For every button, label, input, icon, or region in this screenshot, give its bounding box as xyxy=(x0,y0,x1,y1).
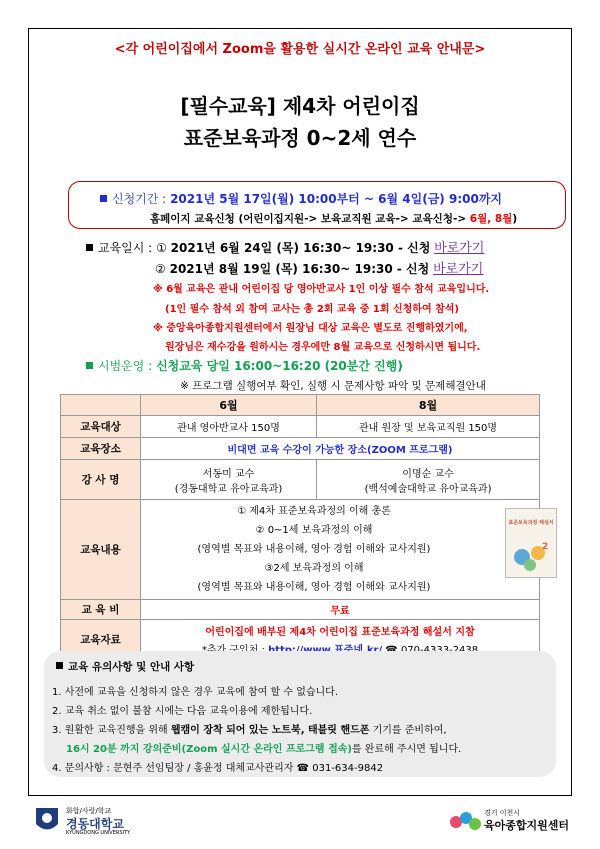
session2-text: 2021년 8월 19일 (목) 16:30~ 19:30 - 신청 xyxy=(169,262,430,276)
place-value: 비대면 교육 수강이 가능한 장소(ZOOM 프로그램) xyxy=(141,438,540,460)
guidebook-illustration-icon xyxy=(506,535,556,575)
row-label-material: 교육자료 xyxy=(61,620,141,660)
university-shield-icon xyxy=(34,806,60,836)
page-title-line2: 표준보육과정 0~2세 연수 xyxy=(183,126,417,150)
notice-item-3 xyxy=(52,721,447,736)
table-row xyxy=(61,460,540,500)
notice-item-4 xyxy=(52,759,383,774)
lecturer-june-org: (경동대학교 유아교육과) xyxy=(174,483,283,495)
logo-right-name: 육아종합지원센터 xyxy=(484,819,570,832)
table-row xyxy=(61,416,540,438)
notice-item-4-text: 4. 문의사항 : 문현주 선임팀장 / 홍윤정 대체교사관리자 xyxy=(52,763,294,774)
table-corner xyxy=(61,395,141,416)
content-line-4: ③2세 보육과정의 이해 xyxy=(264,563,364,574)
schedule-note-1: ※ 6월 교육은 관내 어린이집 당 영아반교사 1인 이상 필수 참석 교육입니다. xyxy=(153,284,490,295)
lecturer-june xyxy=(141,460,317,500)
schedule-note-2: (1인 필수 참석 외 참여 교사는 총 2회 교육 중 1회 신청하여 참석) xyxy=(165,304,459,315)
lecturer-aug xyxy=(317,460,540,500)
notice-heading: 교육 유의사항 및 안내 사항 xyxy=(68,661,195,673)
material-value: 어린이집에 배부된 제4차 어린이집 표준보육과정 해설서 지참 xyxy=(205,627,475,638)
content-line-1: ① 제4차 표준보육과정의 이해 총론 xyxy=(237,506,391,517)
row-label-place: 교육장소 xyxy=(61,438,141,460)
notice-heading-row xyxy=(56,659,194,674)
lecturer-aug-org: (백석예술대학교 유아교육과) xyxy=(364,483,492,495)
notice-item-3-cont xyxy=(66,740,461,755)
trial-text: 신청교육 당일 16:00~16:20 (20분간 진행) xyxy=(156,359,403,373)
row-label-target: 교육대상 xyxy=(61,416,141,438)
notice-item-3-devices: 웹캠이 장착 되어 있는 노트북, 태블릿 핸드폰 xyxy=(170,725,370,736)
schedule-note-3: ※ 중앙육아종합지원센터에서 원장님 대상 교육은 별도로 진행하였기에, xyxy=(153,323,468,334)
guidebook-title: 표준보육과정 해설서 xyxy=(508,520,554,526)
schedule-row-2 xyxy=(155,258,483,277)
session2-number: ② xyxy=(155,262,166,276)
schedule-row-1 xyxy=(86,237,484,256)
lecturer-aug-name: 이명순 교수 xyxy=(402,468,454,480)
notice-item-3-e: 를 완료해 주시면 됩니다. xyxy=(351,744,462,755)
application-period-row xyxy=(100,190,502,207)
bullet-square-icon xyxy=(86,244,93,251)
logo-left-eng: KYUNGDONG UNIVERSITY xyxy=(66,830,131,836)
info-table xyxy=(60,394,554,660)
application-period: 2021년 5월 17일(월) 10:00부터 ~ 6월 4일(금) 9:00까지 xyxy=(170,192,503,206)
childcare-center-mark-icon xyxy=(448,806,482,834)
session2-link[interactable]: 바로가기 xyxy=(433,262,484,277)
notice-item-3-c: 기기를 준비하여, xyxy=(369,725,447,736)
session1-text: 2021년 6월 24일 (목) 16:30~ 19:30 - 신청 xyxy=(170,241,431,255)
table-header-aug: 8월 xyxy=(317,395,540,416)
target-june: 관내 영아반교사 150명 xyxy=(141,416,317,438)
session1-number: ① xyxy=(156,241,167,255)
bullet-square-icon xyxy=(56,662,63,669)
table-row xyxy=(61,500,540,600)
table-header-row xyxy=(61,395,540,416)
application-method-months: 6월, 8월 xyxy=(469,213,513,225)
schedule-label: 교육일시 : xyxy=(98,241,153,255)
trial-label: 시범운영 : xyxy=(98,359,153,373)
table-row xyxy=(61,438,540,460)
content-line-3: (영역별 목표와 내용이해, 영아 경험 이해와 교사지원) xyxy=(197,544,431,555)
trial-note: ※ 프로그램 실행여부 확인, 실행 시 문제사항 파악 및 문제해결안내 xyxy=(180,380,486,392)
bullet-square-icon xyxy=(86,362,93,369)
row-label-content: 교육내용 xyxy=(61,500,141,600)
phone-icon: ☎ xyxy=(296,763,310,774)
trial-row xyxy=(86,357,403,374)
guidebook-cover-image xyxy=(505,508,557,578)
target-aug: 관내 원장 및 보육교직원 150명 xyxy=(317,416,540,438)
svg-text:2: 2 xyxy=(542,542,549,552)
fee-value: 무료 xyxy=(141,600,540,620)
application-label: 신청기간 : xyxy=(112,192,167,206)
application-method-close: ) xyxy=(512,213,518,225)
bullet-square-icon xyxy=(100,195,107,202)
content-line-5: (영역별 목표와 내용이해, 영아 경험 이해와 교사지원) xyxy=(197,582,431,593)
content-list xyxy=(144,502,484,597)
content-cell xyxy=(141,500,554,600)
notice-box xyxy=(44,651,556,777)
notice-item-3-a: 3. 원활한 교육진행을 위해 xyxy=(52,725,171,736)
notice-item-1: 1. 사전에 교육을 신청하지 않은 경우 교육에 참여 할 수 없습니다. xyxy=(52,687,339,698)
table-row xyxy=(61,600,540,620)
notice-item-3-deadline: 16시 20분 까지 강의준비(Zoom 실시간 온라인 프로그램 접속) xyxy=(66,744,352,755)
application-method: 홈페이지 교육신청 (어린이집지원-> 보육교직원 교육-> 교육신청-> xyxy=(150,213,467,225)
page-title-line1: [필수교육] 제4차 어린이집 xyxy=(180,94,420,118)
notice-phone: 031-634-9842 xyxy=(312,763,384,774)
row-label-fee: 교 육 비 xyxy=(61,600,141,620)
session1-link[interactable]: 바로가기 xyxy=(434,241,485,256)
row-label-lecturer: 강 사 명 xyxy=(61,460,141,500)
table-header-june: 6월 xyxy=(141,395,317,416)
logo-right-small: 경기 이천시 xyxy=(484,809,521,817)
application-method-row xyxy=(150,211,517,226)
logo-left-name: 경동대학교 xyxy=(66,817,124,831)
lecturer-june-name: 서동미 교수 xyxy=(202,468,255,480)
subtitle: <각 어린이집에서 Zoom을 활용한 실시간 온라인 교육 안내문> xyxy=(114,42,486,57)
content-line-2: ② 0~1세 보육과정의 이해 xyxy=(255,525,373,536)
logo-left-small: 화합/사랑/학교 xyxy=(66,807,112,815)
notice-item-2: 2. 교육 취소 없이 불참 시에는 다음 교육이용에 제한됩니다. xyxy=(52,706,313,717)
schedule-note-4: 원장님은 재수강을 원하시는 경우에만 8월 교육으로 신청하시면 됩니다. xyxy=(165,342,481,353)
